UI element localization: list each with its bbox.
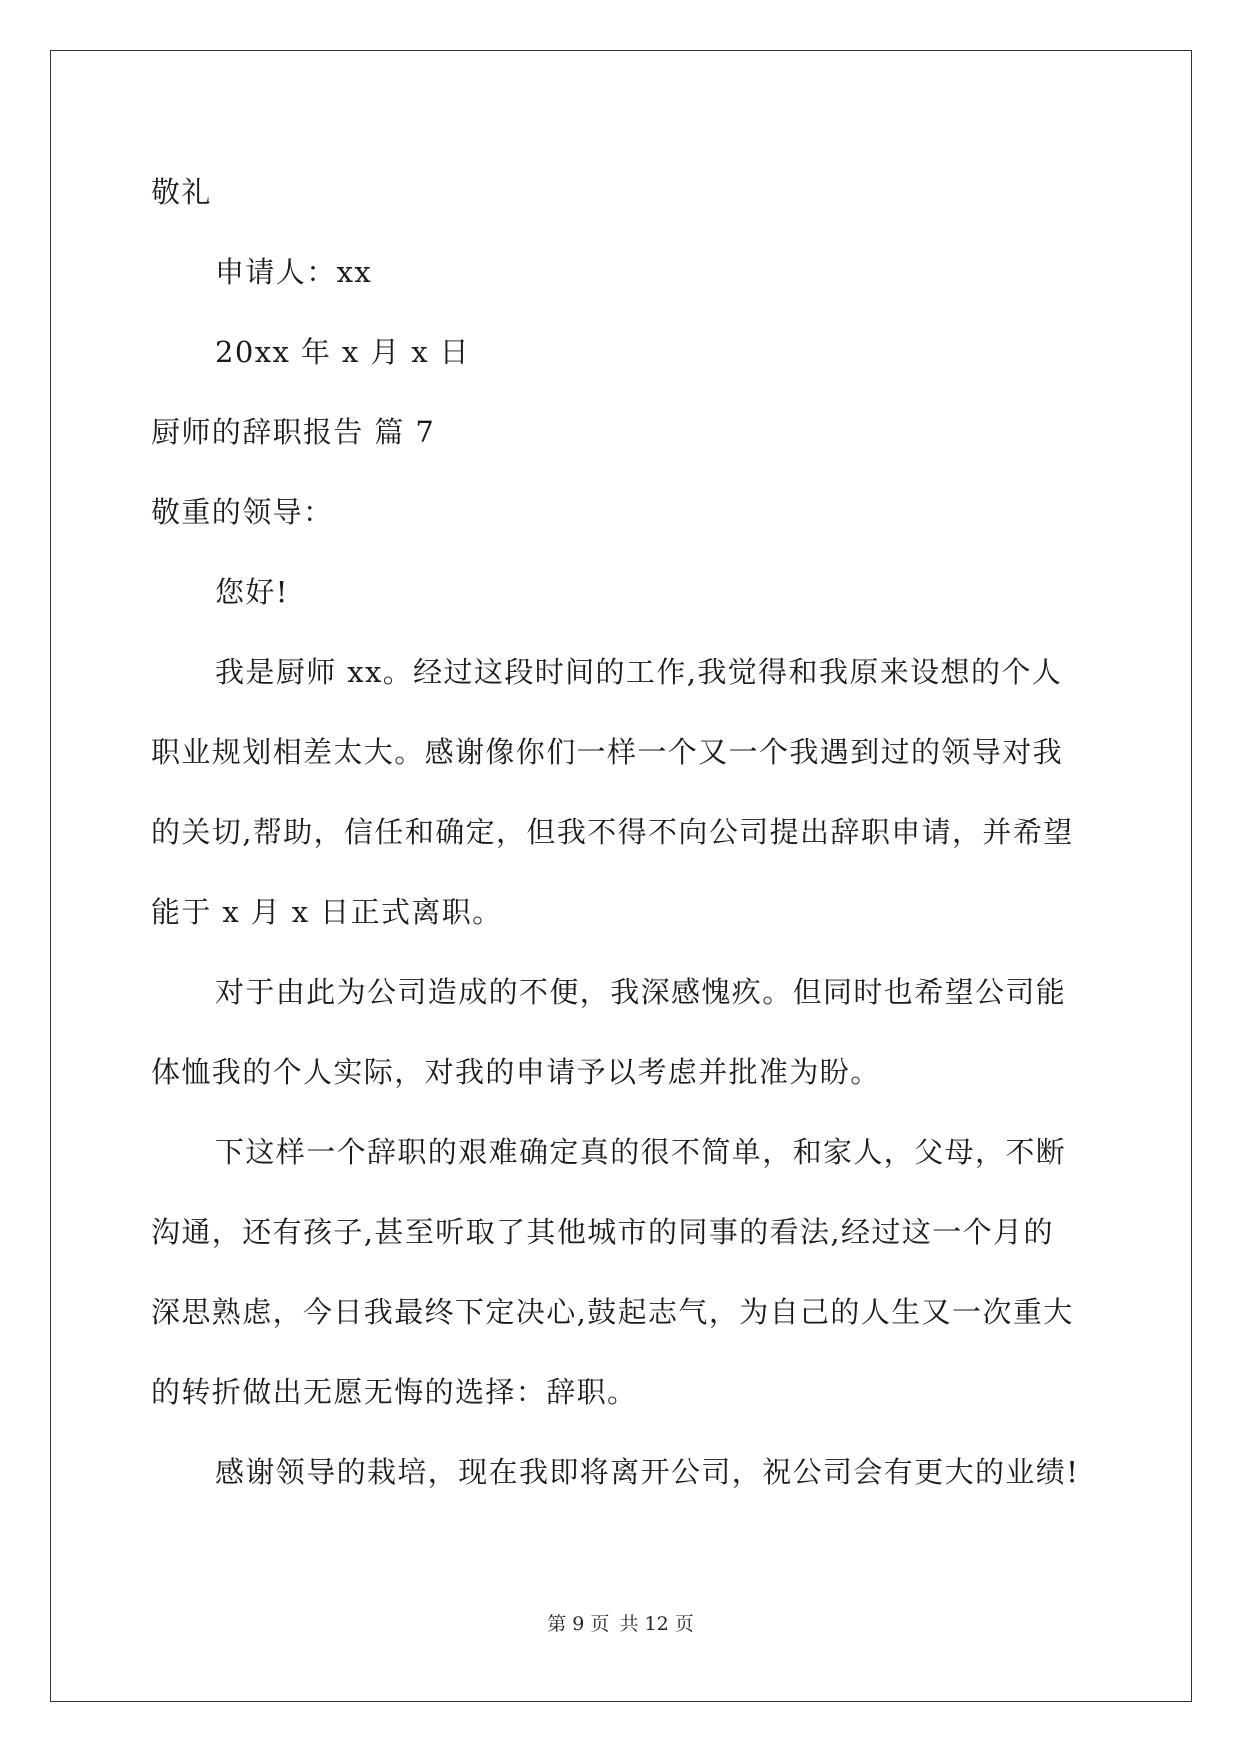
greeting: 您好! [215, 575, 289, 609]
salutation: 敬重的领导： [151, 495, 334, 529]
paragraph-line: 体恤我的个人实际，对我的申请予以考虑并批准为盼。 [151, 1055, 881, 1089]
paragraph-line: 的转折做出无愿无悔的选择：辞职。 [151, 1375, 638, 1409]
page-number: 第 9 页 [547, 1613, 610, 1635]
total-pages: 共 12 页 [619, 1613, 694, 1635]
paragraph-line: 职业规划相差太大。感谢像你们一样一个又一个我遇到过的领导对我 [151, 735, 1064, 769]
page-footer [0, 1612, 1241, 1636]
paragraph-line: 我是厨师 xx。经过这段时间的工作,我觉得和我原来设想的个人 [215, 655, 1063, 689]
applicant-name: 申请人：xx [215, 255, 373, 289]
closing-salutation: 敬礼 [151, 175, 212, 209]
paragraph-line: 下这样一个辞职的艰难确定真的很不简单，和家人，父母，不断 [215, 1135, 1067, 1169]
paragraph-line: 的关切,帮助，信任和确定，但我不得不向公司提出辞职申请，并希望 [151, 815, 1074, 849]
date-line: 20xx 年 x 月 x 日 [215, 335, 471, 369]
paragraph-line: 深思熟虑，今日我最终下定决心,鼓起志气，为自己的人生又一次重大 [151, 1295, 1074, 1329]
paragraph-line: 感谢领导的栽培，现在我即将离开公司，祝公司会有更大的业绩! [215, 1455, 1080, 1489]
paragraph-line: 能于 x 月 x 日正式离职。 [151, 895, 503, 929]
paragraph-line: 沟通，还有孩子,甚至听取了其他城市的同事的看法,经过这一个月的 [151, 1215, 1054, 1249]
paragraph-line: 对于由此为公司造成的不便，我深感愧疚。但同时也希望公司能 [215, 975, 1067, 1009]
section-heading: 厨师的辞职报告 篇 7 [151, 415, 436, 449]
